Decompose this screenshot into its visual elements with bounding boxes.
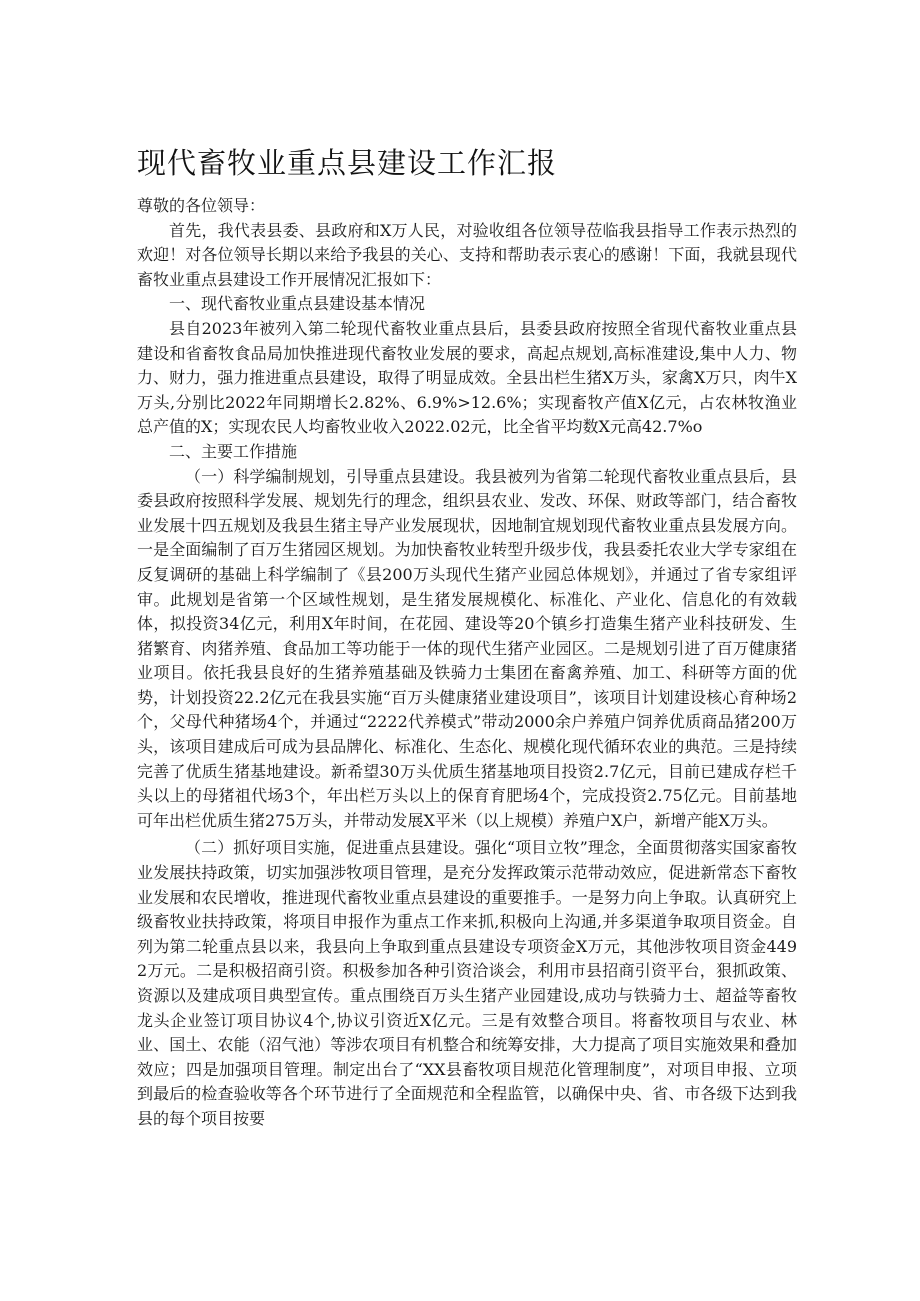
section-heading-1: 一、现代畜牧业重点县建设基本情况 <box>169 294 426 314</box>
salutation: 尊敬的各位领导： <box>137 196 266 215</box>
document-body <box>137 194 797 1132</box>
paragraph-basic-situation: 县自2023年被列入第二轮现代畜牧业重点县后，县委县政府按照全省现代畜牧业重点县建设和省畜牧食品局加快推进现代畜牧业发展的要求，高起点规划,高标准建设,集中人力、物力、财力，强力推进重点县建设，取得了明显成效。全县出栏生猪X万头，家禽X万只，肉牛X万头,分别比2022年同期增长2.82%、6.9%>12.6%；实现畜牧产值X亿元，占农林牧渔业总产值的X；实现农民人均畜牧业收入2022.02元，比全省平均数X元高42.7%o <box>137 318 797 437</box>
paragraph-opening: 首先，我代表县委、县政府和X万人民，对验收组各位领导莅临我县指导工作表示热烈的欢迎！对各位领导长期以来给予我县的关心、支持和帮助表示衷心的感谢！下面，我就县现代畜牧业重点县建设工作开展情况汇报如下： <box>137 220 797 289</box>
paragraph-projects: （二）抓好项目实施，促进重点县建设。强化“项目立牧”理念，全面贯彻落实国家畜牧业发展扶持政策，切实加强涉牧项目管理，是充分发挥政策示范带动效应，促进新常态下畜牧业发展和农民增收，推进现代畜牧业重点县建设的重要推手。一是努力向上争取。认真研究上级畜牧业扶持政策，将项目申报作为重点工作来抓,积极向上沟通,并多渠道争取项目资金。自列为第二轮重点县以来，我县向上争取到重点县建设专项资金X万元，其他涉牧项目资金4492万元。二是积极招商引资。积极参加各种引资洽谈会，利用市县招商引资平台，狠抓政策、资源以及建成项目典型宣传。重点围绕百万头生猪产业园建设,成功与铁骑力士、超益等畜牧龙头企业签订项目协议4个,协议引资近X亿元。三是有效整合项目。将畜牧项目与农业、林业、国土、农能（沼气池）等涉农项目有机整合和统筹安排，大力提高了项目实施效果和叠加效应；四是加强项目管理。制定出台了“XX县畜牧项目规范化管理制度”，对项目申报、立项到最后的检查验收等各个环节进行了全面规范和全程监管，以确保中央、省、市各级下达到我县的每个项目按要 <box>137 838 797 1128</box>
paragraph-planning: （一）科学编制规划，引导重点县建设。我县被列为省第二轮现代畜牧业重点县后，县委县政府按照科学发展、规划先行的理念，组织县农业、发改、环保、财政等部门，结合畜牧业发展十四五规划及我县生猪主导产业发展现状，因地制宜规划现代畜牧业重点县发展方向。一是全面编制了百万生猪园区规划。为加快畜牧业转型升级步伐，我县委托农业大学专家组在反复调研的基础上科学编制了《县200万头现代生猪产业园总体规划》，并通过了省专家组评审。此规划是省第一个区域性规划，是生猪发展规模化、标准化、产业化、信息化的有效载体，拟投资34亿元，利用X年时间，在花园、建设等20个镇乡打造集生猪产业科技研发、生猪繁育、肉猪养殖、食品加工等功能于一体的现代生猪产业园区。二是规划引进了百万健康猪业项目。依托我县良好的生猪养殖基础及铁骑力士集团在畜禽养殖、加工、科研等方面的优势，计划投资22.2亿元在我县实施“百万头健康猪业建设项目”，该项目计划建设核心育种场2个，父母代种猪场4个，并通过“2222代养模式”带动2000余户养殖户饲养优质商品猪200万头，该项目建成后可成为县品牌化、标准化、生态化、规模化现代循环农业的典范。三是持续完善了优质生猪基地建设。新希望30万头优质生猪基地项目投资2.7亿元，目前已建成存栏千头以上的母猪祖代场3个，年出栏万头以上的保育育肥场4个，完成投资2.75亿元。目前基地可年出栏优质生猪275万头，并带动发展X平米（以上规模）养殖户X户，新增产能X万头。 <box>137 466 797 830</box>
document-title: 现代畜牧业重点县建设工作汇报 <box>137 146 558 180</box>
section-heading-2: 二、主要工作措施 <box>169 441 298 461</box>
